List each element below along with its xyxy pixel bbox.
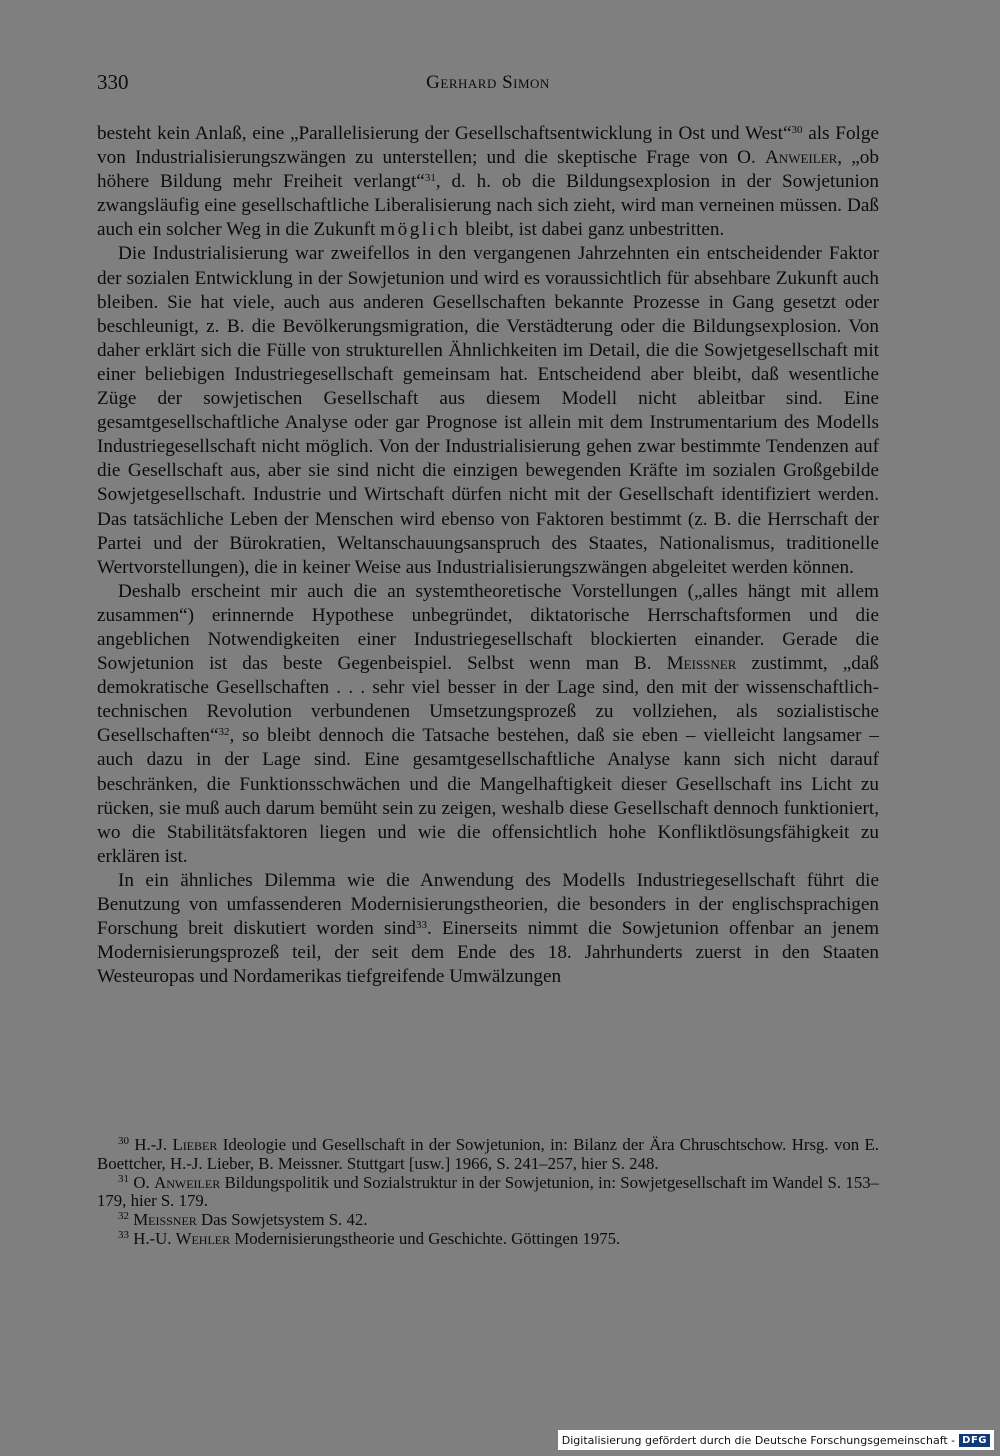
digitization-notice	[558, 1430, 994, 1450]
emphasis-spaced: möglich	[380, 219, 461, 241]
page-number: 330	[97, 70, 129, 94]
paragraph: Die Industrialisierung war zweifellos in den vergangenen Jahrzehnten ein entscheidender Faktor der sozialen Entwicklung in der Sowjetunion und wird es voraussichtlich für absehbare Zukunft auch bleiben. Sie hat viele, auch aus anderen Gesellschaften bekannte Prozesse in Gang gesetzt oder beschleunigt, z. B. die Bevölkerungsmigration, die Verstädterung oder die Bildungsexplosion. Von daher erklärt sich die Fülle von strukturellen Ähnlichkeiten im Detail, die die Sowjetgesellschaft mit einer beliebigen Industriegesellschaft gemeinsam hat. Entscheidend aber bleibt, daß wesentliche Züge der sowjetischen Gesellschaft aus diesem Modell nicht ableitbar sind. Eine gesamtgesellschaftliche Analyse oder gar Prognose ist allein mit dem Instrumentarium des Modells Industriegesellschaft nicht möglich. Von der Industrialisierung gehen zwar bestimmte Tendenzen auf die Gesellschaft aus, aber sie sind nicht die einzigen bewegenden Kräfte im sozialen Großgebilde Sowjetgesellschaft. Industrie und Wirtschaft dürfen nicht mit der Gesellschaft identifiziert werden. Das tatsächliche Leben der Menschen wird ebenso von Faktoren bestimmt (z. B. die Herrschaft der Partei und der Bürokratien, Weltanschauungsanspruch des Staates, Nationalismus, traditionelle Wertvorstellungen), die in keiner Weise aus Industrialisierungszwängen abgeleitet werden können.	[97, 243, 879, 578]
author-name: Meissner	[133, 1210, 197, 1230]
text-run: Deshalb erscheint mir auch die an systemtheoretische Vorstellungen („alles hängt mit allem zusammen“) erinnernde Hypothese unbegründet, diktatorische Herrschaftsformen und die angeblichen Notwendigkeiten einer Industriegesellschaft blockierten einander. Gerade die Sowjetunion ist das beste Gegenbeispiel. Selbst wenn man B.	[97, 580, 879, 675]
text-run: . Einerseits nimmt die Sowjetunion offenbar an jenem Modernisierungsprozeß teil, der seit dem Ende des 18. Jahrhunderts zuerst in den Staaten Westeuropas und Nordamerikas tiefgreifende Umwälzungen	[97, 918, 880, 988]
author-name: Wehler	[175, 1228, 231, 1248]
footnote-ref-30: 30	[791, 124, 803, 136]
text-run: als Folge von Industrialisierungszwängen zu unterstellen; und die skeptische Frage von O.	[97, 123, 879, 169]
dfg-logo: DFG	[959, 1434, 990, 1447]
footnote-number: 30	[118, 1135, 129, 1147]
footnote-30	[97, 1136, 879, 1174]
footnotes	[97, 1136, 879, 1249]
text-run: H.-J.	[134, 1135, 173, 1154]
footnote-text: Modernisierungstheorie und Geschichte. Göttingen 1975.	[230, 1228, 621, 1248]
author-name: Lieber	[172, 1135, 218, 1154]
text-run: In ein ähnliches Dilemma wie die Anwendung des Modells Industriegesellschaft führt die Benutzung von umfassenderen Modernisierungstheorien, die besonders in der englischsprachigen Forschung breit diskutiert worden sind	[97, 869, 879, 940]
digitization-text: Digitalisierung gefördert durch die Deutsche Forschungsgemeinschaft -	[561, 1433, 956, 1447]
page-header	[97, 70, 879, 94]
running-head: Gerhard Simon	[426, 72, 550, 93]
body-text	[97, 122, 879, 989]
footnote-ref-33: 33	[415, 919, 427, 932]
paragraph	[97, 122, 879, 242]
paragraph	[97, 869, 879, 989]
footnote-32	[97, 1211, 879, 1230]
footnote-number: 33	[118, 1228, 129, 1241]
footnote-text: Das Sowjetsystem S. 42.	[196, 1210, 368, 1230]
footnote-ref-31: 31	[424, 172, 436, 185]
text-run: O.	[133, 1172, 155, 1192]
text-run: besteht kein Anlaß, eine „Parallelisierung der Gesellschaftsentwicklung in Ost und West“	[97, 123, 792, 144]
text-run: , d. h. ob die Bildungsexplosion in der Sowjetunion zwangsläufig eine gesellschaftliche Liberalisierung nach sich zieht, wird man verneinen müssen. Daß auch ein solcher Weg in die Zukunft	[97, 171, 879, 241]
footnote-text: Bildungspolitik und Sozialstruktur in der Sowjetunion, in: Sowjetgesellschaft im Wandel S. 153–179, hier S. 179.	[97, 1172, 879, 1211]
footnote-ref-32: 32	[218, 726, 230, 739]
footnote-33	[97, 1230, 879, 1249]
text-run: , „ob höhere Bildung mehr Freiheit verlangt“	[97, 147, 879, 193]
paragraph	[97, 580, 879, 869]
footnote-number: 32	[118, 1210, 129, 1223]
footnote-number: 31	[118, 1172, 129, 1185]
author-name: Anweiler	[154, 1172, 221, 1192]
footnote-text: Ideologie und Gesellschaft in der Sowjetunion, in: Bilanz der Ära Chruschtschow. Hrsg. von E. Boettcher, H.-J. Lieber, B. Meissner. Stuttgart [usw.] 1966, S. 241–257, hier S. 248.	[97, 1135, 880, 1173]
text-run: H.-U.	[133, 1228, 176, 1248]
author-name: Meissner	[666, 653, 737, 675]
text-run: , so bleibt dennoch die Tatsache bestehen, daß sie eben – vielleicht langsamer – auch dazu in der Lage sind. Eine gesamtgesellschaftliche Analyse kann sich nicht darauf beschränken, die Funktionsschwächen und die Mangelhaftigkeit dieser Gesellschaft ins Licht zu rücken, sie muß auch darum bemüht sein zu zeigen, weshalb diese Gesellschaft dennoch funktioniert, wo die Stabilitätsfaktoren liegen und wie die offensichtlich hohe Konfliktlösungsfähigkeit zu erklären ist.	[97, 725, 879, 867]
text-run: bleibt, ist dabei ganz unbestritten.	[460, 219, 725, 241]
author-name: Anweiler	[764, 147, 838, 169]
footnote-31	[97, 1174, 879, 1212]
text-run: zustimmt, „daß demokratische Gesellschaften . . . sehr viel besser in der Lage sind, den mit der wissenschaftlich-technischen Revolution verbundenen Umsetzungsprozeß zu vollziehen, als sozialistische Gesellschaften“	[97, 653, 880, 747]
